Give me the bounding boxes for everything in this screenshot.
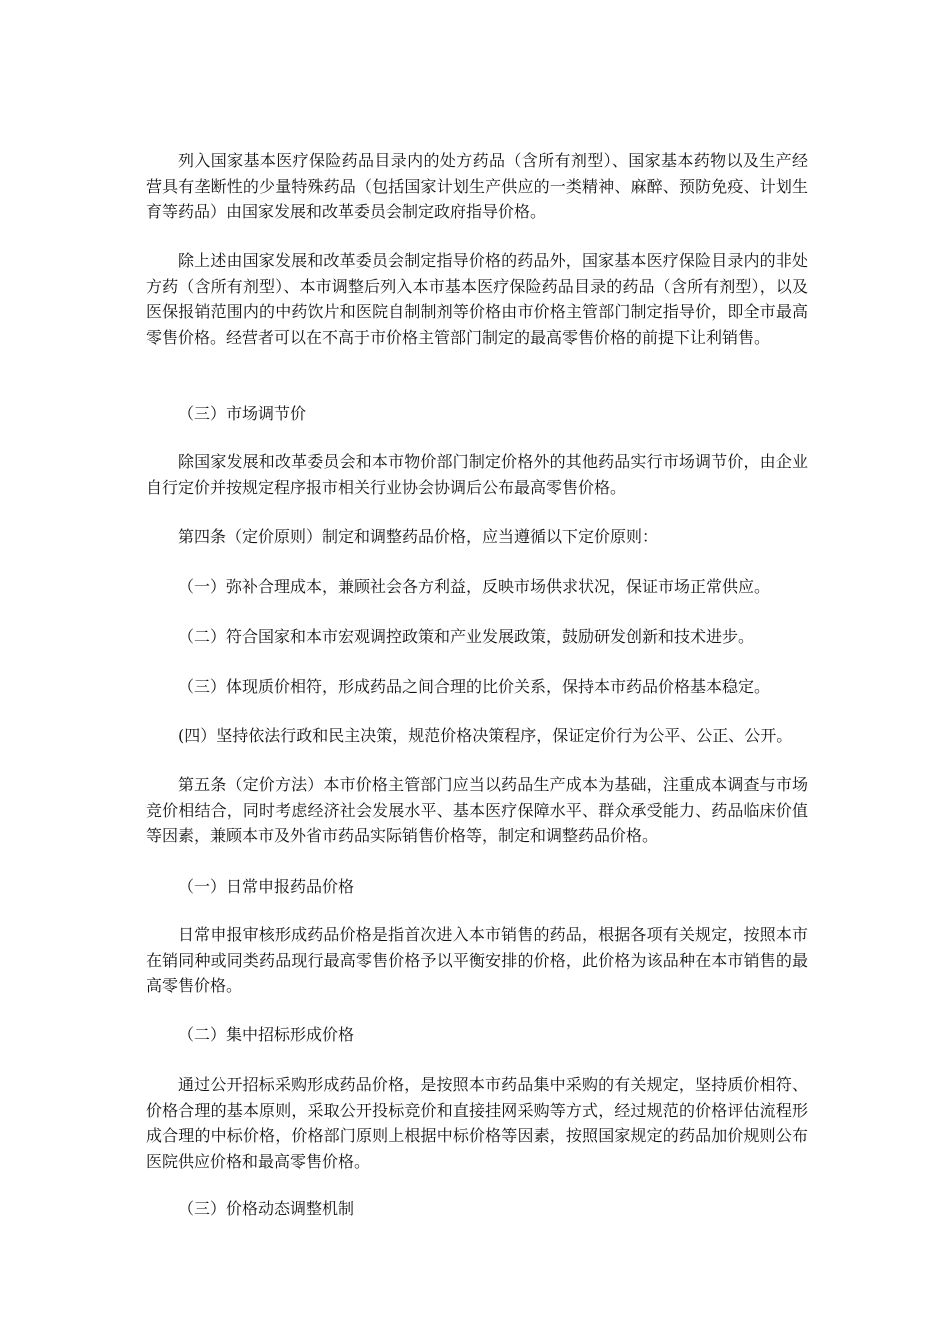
paragraph-text: 日常申报审核形成药品价格是指首次进入本市销售的药品，根据各项有关规定，按照本市在销同种或同类药品现行最高零售价格予以平衡安排的价格，此价格为该品种在本市销售的最高零售价格。 bbox=[146, 925, 808, 995]
list-item bbox=[146, 624, 808, 650]
heading-text: （三）价格动态调整机制 bbox=[178, 1199, 355, 1218]
paragraph-text: 除国家发展和改革委员会和本市物价部门制定价格外的其他药品实行市场调节价，由企业自行定价并按规定程序报市相关行业协会协调后公布最高零售价格。 bbox=[146, 452, 808, 497]
list-item-text: (四）坚持依法行政和民主决策，规范价格决策程序，保证定价行为公平、公正、公开。 bbox=[178, 726, 793, 745]
article-heading bbox=[146, 524, 808, 550]
list-item-text: （二）符合国家和本市宏观调控政策和产业发展政策，鼓励研发创新和技术进步。 bbox=[178, 627, 755, 646]
heading-text: （三）市场调节价 bbox=[178, 404, 307, 423]
heading-text: （二）集中招标形成价格 bbox=[178, 1025, 355, 1044]
list-item bbox=[146, 674, 808, 700]
paragraph-text: 除上述由国家发展和改革委员会制定指导价格的药品外，国家基本医疗保险目录内的非处方药（含所有剂型）、本市调整后列入本市基本医疗保险药品目录的药品（含所有剂型），以及医保报销范围内的中药饮片和医院自制制剂等价格由市价格主管部门制定指导价，即全市最高零售价格。经营者可以在不高于市价格主管部门制定的最高零售价格的前提下让利销售。 bbox=[146, 251, 808, 347]
section-heading bbox=[146, 401, 808, 427]
paragraph-text: 第五条（定价方法）本市价格主管部门应当以药品生产成本为基础，注重成本调查与市场竞价相结合，同时考虑经济社会发展水平、基本医疗保障水平、群众承受能力、药品临床价值等因素，兼顾本市及外省市药品实际销售价格等，制定和调整药品价格。 bbox=[146, 775, 808, 845]
paragraph-text: 通过公开招标采购形成药品价格，是按照本市药品集中采购的有关规定，坚持质价相符、价格合理的基本原则，采取公开投标竞价和直接挂网采购等方式，经过规范的价格评估流程形成合理的中标价格，价格部门原则上根据中标价格等因素，按照国家规定的药品加价规则公布医院供应价格和最高零售价格。 bbox=[146, 1075, 808, 1171]
list-item-text: （一）弥补合理成本，兼顾社会各方利益，反映市场供求状况，保证市场正常供应。 bbox=[178, 577, 771, 596]
section-heading bbox=[146, 874, 808, 900]
paragraph bbox=[146, 248, 808, 350]
list-item bbox=[146, 574, 808, 600]
paragraph bbox=[146, 449, 808, 500]
paragraph bbox=[146, 772, 808, 849]
paragraph bbox=[146, 148, 808, 225]
paragraph bbox=[146, 922, 808, 999]
section-heading bbox=[146, 1196, 808, 1222]
paragraph-text: 列入国家基本医疗保险药品目录内的处方药品（含所有剂型）、国家基本药物以及生产经营具有垄断性的少量特殊药品（包括国家计划生产供应的一类精神、麻醉、预防免疫、计划生育等药品）由国家发展和改革委员会制定政府指导价格。 bbox=[146, 151, 808, 221]
paragraph bbox=[146, 1072, 808, 1174]
paragraph-text: 第四条（定价原则）制定和调整药品价格，应当遵循以下定价原则： bbox=[178, 527, 659, 546]
section-heading bbox=[146, 1022, 808, 1048]
list-item bbox=[146, 723, 808, 749]
heading-text: （一）日常申报药品价格 bbox=[178, 877, 355, 896]
list-item-text: （三）体现质价相符，形成药品之间合理的比价关系，保持本市药品价格基本稳定。 bbox=[178, 677, 771, 696]
